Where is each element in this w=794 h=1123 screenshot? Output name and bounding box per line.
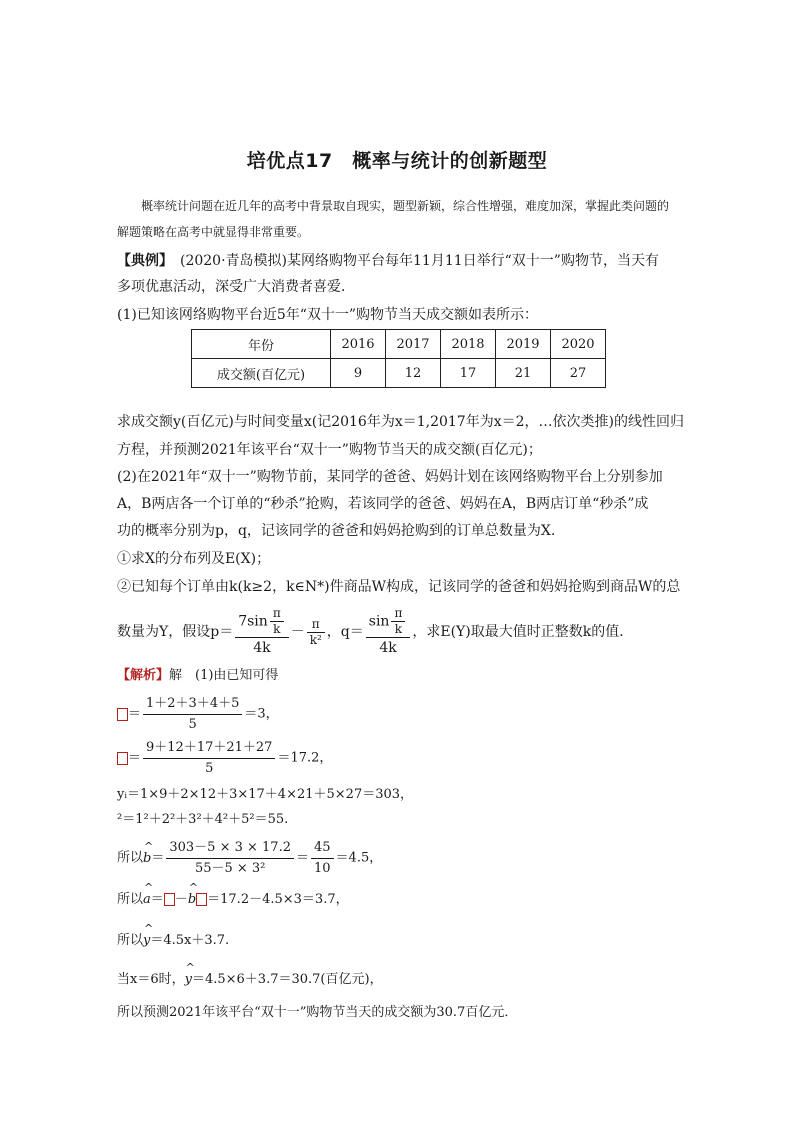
- ybar-symbol-box: [164, 893, 175, 906]
- table-row: [192, 330, 606, 359]
- q2-sub-2: ②已知每个订单由k(k≥2，k∈N*)件商品W构成，记该同学的爸爸和妈妈抢购到商品W的总: [117, 579, 681, 595]
- q1-line-2: 方程，并预测2021年该平台“双十一”购物节当天的成交额(百亿元)；: [117, 442, 542, 458]
- table-cell: 9: [331, 359, 386, 388]
- sum-x2-line: ²＝1²＋2²＋3²＋4²＋5²＝55.: [117, 812, 289, 827]
- final-line: 所以预测2021年该平台“双十一”购物节当天的成交额为30.7百亿元．: [117, 1005, 518, 1020]
- table-cell: 21: [496, 359, 551, 388]
- q2-line-2: A，B两店各一个订单的“秒杀”抢购，若该同学的爸爸、妈妈在A，B两店订单“秒杀”成: [117, 496, 649, 512]
- ybar-line: ＝ $\frac{9+12+17+21+27}{5}$ ＝17.2，: [117, 738, 332, 779]
- example-tag: 【典例】: [117, 253, 166, 269]
- page-title: 培优点17 概率与统计的创新题型: [246, 150, 548, 172]
- a-hat-line: 所以^ a＝ －^ b ＝17.2－4.5×3＝3.7，: [117, 890, 349, 910]
- example-line-2: 多项优惠活动，深受广大消费者喜爱．: [117, 279, 355, 295]
- table-cell: 12: [386, 359, 441, 388]
- xbar-line: ＝ $\frac{1+2+3+4+5}{5}$ ＝3，: [117, 694, 279, 735]
- prediction-line: 当x＝6时，^ y＝4.5×6＋3.7＝30.7(百亿元)，: [117, 970, 383, 990]
- q2-sub-3: 数量为Y，假设p＝ 7sin $\frac{\pi}{k}$ 4k － $\frac{\pi}{\text{k²}}$ ，q＝ sin $\frac{\pi}{k}$ 4k ，求E(Y)取最大值时正整数k的值．: [117, 606, 634, 656]
- b-hat-line: 所以^ b＝ $\frac{303-5 \times 3 \times 17.2}{\text{55－5 × 3²}}$ ＝ $\frac{45}{10}$ ＝4.5，: [117, 838, 382, 879]
- pi-over-k2: $\frac{\pi}{\text{k²}}$: [307, 617, 325, 648]
- table-header-year: 年份: [192, 330, 331, 359]
- table-cell: 2020: [551, 330, 606, 359]
- q2-line-1: (2)在2021年“双十一”购物节前，某同学的爸爸、妈妈计划在该网络购物平台上分别参加: [117, 469, 663, 485]
- table-cell: 2019: [496, 330, 551, 359]
- table-cell: 2017: [386, 330, 441, 359]
- xbar-symbol-box: [117, 708, 128, 721]
- ybar-symbol-box: [117, 752, 128, 765]
- example-line-1: 【典例】 (2020·青岛模拟)某网络购物平台每年11月11日举行“双十一”购物节，当天有: [117, 253, 659, 269]
- intro-paragraph: [117, 193, 677, 245]
- table-cell: 2016: [331, 330, 386, 359]
- solution-tag: 【解析】: [117, 668, 170, 683]
- sales-table: [191, 329, 606, 388]
- part1-text: (1)已知该网络购物平台近5年“双十一”购物节当天成交额如表所示：: [117, 307, 539, 323]
- regression-line: 所以^ y＝4.5x＋3.7.: [117, 931, 229, 951]
- q2-line-3: 功的概率分别为p，q，记该同学的爸爸和妈妈抢购到的订单总数量为X.: [117, 523, 556, 539]
- solution-start: 【解析】解 (1)由已知可得: [117, 668, 279, 683]
- table-header-amount: 成交额(百亿元): [192, 359, 331, 388]
- q-fraction: sin $\frac{\pi}{k}$ 4k: [366, 606, 411, 658]
- sum-xy-line: yᵢ＝1×9＋2×12＋3×17＋4×21＋5×27＝303，: [117, 787, 414, 802]
- q2-sub-1: ①求X的分布列及E(X)；: [117, 551, 271, 567]
- p-fraction: 7sin $\frac{\pi}{k}$ 4k: [235, 606, 288, 658]
- table-cell: 27: [551, 359, 606, 388]
- table-row: [192, 359, 606, 388]
- q1-line-1: 求成交额y(百亿元)与时间变量x(记2016年为x＝1,2017年为x＝2，…依次类推)的线性回归: [117, 414, 684, 430]
- table-cell: 2018: [441, 330, 496, 359]
- table-cell: 17: [441, 359, 496, 388]
- intro-text: 概率统计问题在近几年的高考中背景取自现实，题型新颖，综合性增强，难度加深，掌握此类问题的解题策略在高考中就显得非常重要。: [117, 199, 670, 239]
